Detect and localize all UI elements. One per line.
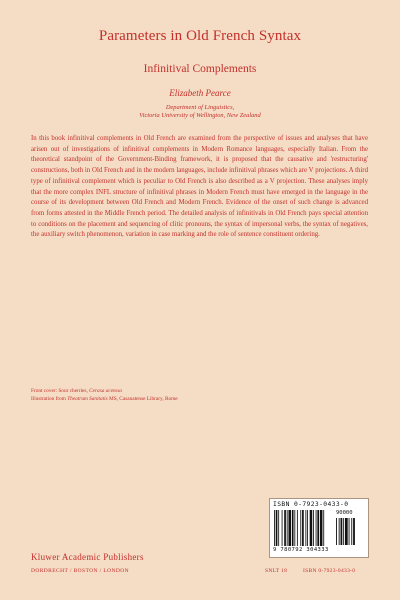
illustration-source: Theatrum Sanitatis	[67, 395, 108, 402]
cover-credits	[31, 388, 371, 404]
barcode-box	[269, 498, 369, 558]
barcode-graphic	[274, 510, 334, 546]
illustration-prefix: Illustration from	[31, 395, 66, 402]
barcode-number: 9 780792 304333	[273, 547, 329, 553]
illustration-suffix: MS, Casanatense Library, Rome	[109, 395, 178, 402]
series-number: SNLT 18	[265, 568, 288, 574]
barcode-isbn-label: ISBN 0-7923-0433-0	[273, 501, 349, 508]
front-cover-credit	[31, 388, 371, 396]
affiliation-line-1: Department of Linguistics,	[165, 104, 235, 111]
illustration-credit	[31, 396, 371, 404]
publisher-isbn: ISBN 0-7923-0433-0	[303, 568, 356, 574]
author-name: Elizabeth Pearce	[169, 88, 231, 98]
blurb-text: In this book infinitival complements in Old French are examined from the perspective of issues and analyses that have arisen out of investigations of infinitival complements in Modern Romance languages, especially Italian. From the theoretical standpoint of the Government-Binding framework, it is proposed that the causative and 'restructuring' constructions, both in Old French and in the modern languages, include infinitival phrases which are V projections. A third type of infinitival complement which is peculiar to Old French is also described as a V projection. These analyses imply that the more complex INFL structure of infinitival phrases in Modern French must have emerged in the language in the course of its development between Old French and Modern French. Evidence of the onset of such change is advanced from forms attested in the Middle French period. The detailed analysis of infinitivals in Old French pays special attention to conditions on the placement and sequencing of clitic pronouns, the syntax of impersonal verbs, the syntax of negatives, the auxiliary switch phenomenon, variation in case marking and the role of sentence constituent ordering.	[31, 135, 368, 239]
barcode-addon-graphic	[336, 518, 362, 545]
author-affiliation	[0, 104, 400, 120]
front-cover-species: Cerasa acetosa	[89, 388, 122, 394]
affiliation-line-2: Victoria University of Wellington, New Zealand	[139, 112, 261, 120]
front-cover-prefix: Front cover: Sour cherries,	[31, 388, 88, 394]
barcode-addon-code: 90000	[336, 510, 353, 516]
book-subtitle: Infinitival Complements	[143, 63, 257, 75]
publisher-cities: DORDRECHT / BOSTON / LONDON	[31, 568, 129, 574]
publisher-name: Kluwer Academic Publishers	[31, 552, 144, 562]
book-title: Parameters in Old French Syntax	[98, 28, 302, 44]
